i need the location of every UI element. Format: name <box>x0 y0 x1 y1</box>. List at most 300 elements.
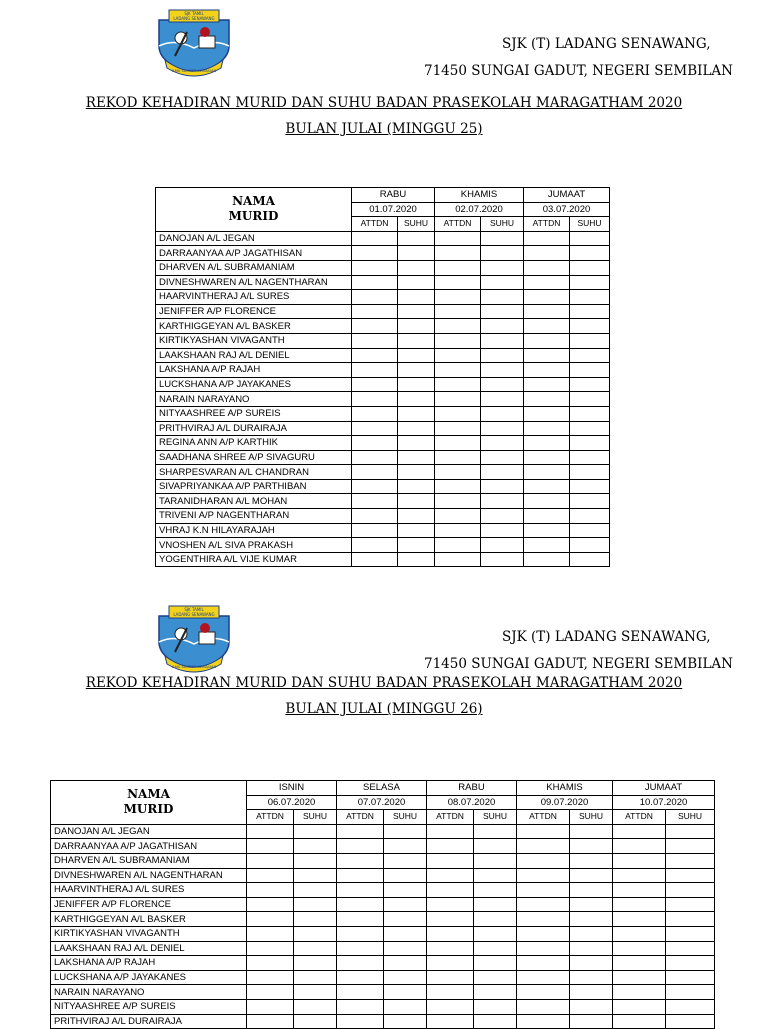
attendance-cell[interactable] <box>524 348 570 363</box>
attendance-cell[interactable] <box>524 552 570 567</box>
logo-top-text: SJK TAMIL <box>184 607 204 612</box>
attendance-cell[interactable] <box>435 319 481 334</box>
temperature-cell[interactable] <box>570 941 613 956</box>
attendance-cell[interactable] <box>352 377 398 392</box>
student-name: NARAIN NARAYANO <box>156 392 352 407</box>
temperature-cell[interactable] <box>398 450 435 465</box>
temperature-cell[interactable] <box>570 479 610 494</box>
temperature-cell[interactable] <box>398 319 435 334</box>
attendance-cell[interactable] <box>247 853 294 868</box>
attendance-cell[interactable] <box>435 275 481 290</box>
attendance-cell[interactable] <box>352 290 398 305</box>
temperature-cell[interactable] <box>384 853 427 868</box>
temperature-cell[interactable] <box>481 275 524 290</box>
temperature-cell[interactable] <box>398 275 435 290</box>
temperature-cell[interactable] <box>570 333 610 348</box>
attendance-cell[interactable] <box>427 985 474 1000</box>
attendance-cell[interactable] <box>517 824 570 839</box>
attendance-cell[interactable] <box>517 999 570 1014</box>
temperature-cell[interactable] <box>474 926 517 941</box>
attendance-cell[interactable] <box>613 941 666 956</box>
attendance-cell[interactable] <box>427 883 474 898</box>
temperature-cell[interactable] <box>570 538 610 553</box>
temperature-cell[interactable] <box>384 868 427 883</box>
attendance-cell[interactable] <box>247 970 294 985</box>
temperature-cell[interactable] <box>570 897 613 912</box>
attendance-cell[interactable] <box>427 912 474 927</box>
attendance-cell[interactable] <box>613 853 666 868</box>
temperature-cell[interactable] <box>474 824 517 839</box>
temperature-cell[interactable] <box>481 333 524 348</box>
attendance-cell[interactable] <box>352 392 398 407</box>
attendance-cell[interactable] <box>613 985 666 1000</box>
attendance-cell[interactable] <box>517 941 570 956</box>
attendance-cell[interactable] <box>435 231 481 246</box>
temperature-cell[interactable] <box>481 494 524 509</box>
temperature-cell[interactable] <box>570 883 613 898</box>
student-name: TARANIDHARAN A/L MOHAN <box>156 494 352 509</box>
temperature-cell[interactable] <box>666 956 715 971</box>
attendance-cell[interactable] <box>427 956 474 971</box>
temperature-cell[interactable] <box>474 985 517 1000</box>
temperature-cell[interactable] <box>570 839 613 854</box>
table-row <box>156 552 610 567</box>
temperature-cell[interactable] <box>666 985 715 1000</box>
date-header: 09.07.2020 <box>517 795 613 810</box>
temperature-cell[interactable] <box>481 290 524 305</box>
attendance-cell[interactable] <box>524 275 570 290</box>
temperature-cell[interactable] <box>384 824 427 839</box>
attendance-cell[interactable] <box>352 348 398 363</box>
attendance-cell[interactable] <box>435 406 481 421</box>
temperature-cell[interactable] <box>398 348 435 363</box>
temperature-cell[interactable] <box>570 319 610 334</box>
temperature-cell[interactable] <box>294 868 337 883</box>
attendance-cell[interactable] <box>517 883 570 898</box>
attendance-cell[interactable] <box>524 421 570 436</box>
temperature-cell[interactable] <box>481 231 524 246</box>
attendance-cell[interactable] <box>247 912 294 927</box>
attendance-cell[interactable] <box>435 552 481 567</box>
attendance-cell[interactable] <box>352 450 398 465</box>
temperature-cell[interactable] <box>398 290 435 305</box>
temperature-cell[interactable] <box>481 465 524 480</box>
temperature-cell[interactable] <box>481 304 524 319</box>
temperature-cell[interactable] <box>474 956 517 971</box>
suhu-header: SUHU <box>570 810 613 825</box>
attendance-cell[interactable] <box>352 231 398 246</box>
attendance-cell[interactable] <box>337 824 384 839</box>
attendance-cell[interactable] <box>524 406 570 421</box>
attendance-cell[interactable] <box>337 999 384 1014</box>
temperature-cell[interactable] <box>570 363 610 378</box>
attendance-cell[interactable] <box>613 912 666 927</box>
name-header-line-1: NAMA <box>232 194 275 209</box>
temperature-cell[interactable] <box>666 868 715 883</box>
temperature-cell[interactable] <box>474 970 517 985</box>
temperature-cell[interactable] <box>398 333 435 348</box>
student-name: TRIVENI A/P NAGENTHARAN <box>156 509 352 524</box>
temperature-cell[interactable] <box>294 956 337 971</box>
attendance-cell[interactable] <box>613 1014 666 1029</box>
temperature-cell[interactable] <box>481 319 524 334</box>
temperature-cell[interactable] <box>481 538 524 553</box>
table-row <box>51 999 715 1014</box>
attendance-cell[interactable] <box>337 853 384 868</box>
attdn-header: ATTDN <box>337 810 384 825</box>
attendance-cell[interactable] <box>435 538 481 553</box>
temperature-cell[interactable] <box>481 450 524 465</box>
attendance-cell[interactable] <box>613 868 666 883</box>
attendance-sheet-week-26 <box>0 600 768 1027</box>
temperature-cell[interactable] <box>570 465 610 480</box>
attendance-cell[interactable] <box>427 868 474 883</box>
temperature-cell[interactable] <box>570 912 613 927</box>
temperature-cell[interactable] <box>398 421 435 436</box>
attendance-cell[interactable] <box>517 839 570 854</box>
temperature-cell[interactable] <box>481 377 524 392</box>
attendance-cell[interactable] <box>337 1014 384 1029</box>
temperature-cell[interactable] <box>294 985 337 1000</box>
attendance-cell[interactable] <box>337 839 384 854</box>
temperature-cell[interactable] <box>570 304 610 319</box>
temperature-cell[interactable] <box>570 231 610 246</box>
temperature-cell[interactable] <box>384 1014 427 1029</box>
attendance-cell[interactable] <box>247 956 294 971</box>
temperature-cell[interactable] <box>294 839 337 854</box>
attendance-cell[interactable] <box>352 479 398 494</box>
temperature-cell[interactable] <box>398 552 435 567</box>
attendance-cell[interactable] <box>247 1014 294 1029</box>
temperature-cell[interactable] <box>384 956 427 971</box>
temperature-cell[interactable] <box>398 304 435 319</box>
temperature-cell[interactable] <box>474 912 517 927</box>
attendance-cell[interactable] <box>427 824 474 839</box>
name-column-header <box>51 781 247 825</box>
temperature-cell[interactable] <box>570 999 613 1014</box>
temperature-cell[interactable] <box>474 853 517 868</box>
attendance-cell[interactable] <box>337 970 384 985</box>
attendance-cell[interactable] <box>435 348 481 363</box>
temperature-cell[interactable] <box>474 883 517 898</box>
temperature-cell[interactable] <box>666 839 715 854</box>
attendance-cell[interactable] <box>247 824 294 839</box>
attendance-cell[interactable] <box>352 333 398 348</box>
attendance-cell[interactable] <box>524 523 570 538</box>
attendance-cell[interactable] <box>524 494 570 509</box>
attendance-cell[interactable] <box>524 479 570 494</box>
temperature-cell[interactable] <box>474 999 517 1014</box>
attendance-cell[interactable] <box>247 839 294 854</box>
temperature-cell[interactable] <box>570 868 613 883</box>
attendance-cell[interactable] <box>517 970 570 985</box>
temperature-cell[interactable] <box>481 479 524 494</box>
temperature-cell[interactable] <box>384 970 427 985</box>
attendance-cell[interactable] <box>427 970 474 985</box>
attendance-cell[interactable] <box>517 1014 570 1029</box>
temperature-cell[interactable] <box>481 436 524 451</box>
temperature-cell[interactable] <box>398 260 435 275</box>
temperature-cell[interactable] <box>570 436 610 451</box>
temperature-cell[interactable] <box>481 348 524 363</box>
school-address: 71450 SUNGAI GADUT, NEGERI SEMBILAN <box>424 63 733 79</box>
temperature-cell[interactable] <box>384 941 427 956</box>
attendance-cell[interactable] <box>435 392 481 407</box>
attendance-cell[interactable] <box>247 999 294 1014</box>
temperature-cell[interactable] <box>570 985 613 1000</box>
temperature-cell[interactable] <box>384 839 427 854</box>
attendance-cell[interactable] <box>337 897 384 912</box>
attendance-cell[interactable] <box>427 897 474 912</box>
temperature-cell[interactable] <box>570 377 610 392</box>
attendance-cell[interactable] <box>352 509 398 524</box>
attendance-cell[interactable] <box>517 956 570 971</box>
attendance-cell[interactable] <box>247 883 294 898</box>
attendance-cell[interactable] <box>352 421 398 436</box>
attendance-cell[interactable] <box>517 985 570 1000</box>
temperature-cell[interactable] <box>570 970 613 985</box>
temperature-cell[interactable] <box>384 999 427 1014</box>
attendance-cell[interactable] <box>352 319 398 334</box>
temperature-cell[interactable] <box>398 392 435 407</box>
temperature-cell[interactable] <box>570 956 613 971</box>
attendance-cell[interactable] <box>524 450 570 465</box>
table-row <box>51 956 715 971</box>
temperature-cell[interactable] <box>481 421 524 436</box>
attendance-cell[interactable] <box>524 333 570 348</box>
attendance-cell[interactable] <box>524 392 570 407</box>
temperature-cell[interactable] <box>570 523 610 538</box>
student-name: NITYAASHREE A/P SUREIS <box>51 999 247 1014</box>
attendance-cell[interactable] <box>352 494 398 509</box>
temperature-cell[interactable] <box>474 839 517 854</box>
table-row <box>51 912 715 927</box>
attendance-cell[interactable] <box>435 260 481 275</box>
attendance-cell[interactable] <box>524 436 570 451</box>
temperature-cell[interactable] <box>294 824 337 839</box>
attendance-cell[interactable] <box>517 912 570 927</box>
temperature-cell[interactable] <box>294 853 337 868</box>
attendance-cell[interactable] <box>435 377 481 392</box>
temperature-cell[interactable] <box>398 246 435 261</box>
attendance-cell[interactable] <box>524 260 570 275</box>
temperature-cell[interactable] <box>666 824 715 839</box>
temperature-cell[interactable] <box>666 883 715 898</box>
attendance-cell[interactable] <box>352 246 398 261</box>
attendance-cell[interactable] <box>337 941 384 956</box>
temperature-cell[interactable] <box>398 538 435 553</box>
attendance-cell[interactable] <box>435 523 481 538</box>
attendance-cell[interactable] <box>435 290 481 305</box>
attendance-cell[interactable] <box>517 868 570 883</box>
attendance-cell[interactable] <box>337 956 384 971</box>
attendance-cell[interactable] <box>352 538 398 553</box>
attendance-cell[interactable] <box>247 941 294 956</box>
temperature-cell[interactable] <box>570 392 610 407</box>
temperature-cell[interactable] <box>570 824 613 839</box>
temperature-cell[interactable] <box>570 552 610 567</box>
attendance-cell[interactable] <box>435 479 481 494</box>
temperature-cell[interactable] <box>481 392 524 407</box>
temperature-cell[interactable] <box>570 421 610 436</box>
attendance-cell[interactable] <box>435 246 481 261</box>
temperature-cell[interactable] <box>481 509 524 524</box>
attendance-cell[interactable] <box>247 985 294 1000</box>
temperature-cell[interactable] <box>666 941 715 956</box>
attendance-cell[interactable] <box>517 853 570 868</box>
attendance-cell[interactable] <box>435 333 481 348</box>
temperature-cell[interactable] <box>398 509 435 524</box>
attendance-cell[interactable] <box>352 552 398 567</box>
temperature-cell[interactable] <box>294 897 337 912</box>
temperature-cell[interactable] <box>570 406 610 421</box>
attendance-cell[interactable] <box>435 465 481 480</box>
temperature-cell[interactable] <box>474 868 517 883</box>
temperature-cell[interactable] <box>474 897 517 912</box>
temperature-cell[interactable] <box>570 509 610 524</box>
attendance-cell[interactable] <box>524 538 570 553</box>
table-row <box>51 853 715 868</box>
temperature-cell[interactable] <box>481 523 524 538</box>
attendance-cell[interactable] <box>427 1014 474 1029</box>
attendance-cell[interactable] <box>435 494 481 509</box>
attendance-cell[interactable] <box>524 231 570 246</box>
student-name: DIVNESHWAREN A/L NAGENTHARAN <box>156 275 352 290</box>
attendance-cell[interactable] <box>427 926 474 941</box>
temperature-cell[interactable] <box>474 1014 517 1029</box>
attendance-cell[interactable] <box>337 868 384 883</box>
temperature-cell[interactable] <box>384 883 427 898</box>
attendance-cell[interactable] <box>524 363 570 378</box>
temperature-cell[interactable] <box>294 912 337 927</box>
attendance-cell[interactable] <box>435 509 481 524</box>
temperature-cell[interactable] <box>398 479 435 494</box>
temperature-cell[interactable] <box>294 926 337 941</box>
temperature-cell[interactable] <box>398 406 435 421</box>
attendance-cell[interactable] <box>524 304 570 319</box>
attendance-cell[interactable] <box>524 377 570 392</box>
attendance-cell[interactable] <box>337 985 384 1000</box>
attendance-cell[interactable] <box>435 421 481 436</box>
temperature-cell[interactable] <box>384 985 427 1000</box>
temperature-cell[interactable] <box>384 926 427 941</box>
attendance-cell[interactable] <box>613 956 666 971</box>
attendance-cell[interactable] <box>613 897 666 912</box>
attendance-cell[interactable] <box>517 897 570 912</box>
temperature-cell[interactable] <box>398 436 435 451</box>
temperature-cell[interactable] <box>384 912 427 927</box>
attendance-cell[interactable] <box>427 999 474 1014</box>
attendance-cell[interactable] <box>247 868 294 883</box>
attendance-cell[interactable] <box>337 926 384 941</box>
temperature-cell[interactable] <box>570 494 610 509</box>
temperature-cell[interactable] <box>294 999 337 1014</box>
attendance-cell[interactable] <box>337 912 384 927</box>
temperature-cell[interactable] <box>398 377 435 392</box>
temperature-cell[interactable] <box>474 941 517 956</box>
temperature-cell[interactable] <box>666 999 715 1014</box>
temperature-cell[interactable] <box>666 926 715 941</box>
temperature-cell[interactable] <box>481 246 524 261</box>
attendance-cell[interactable] <box>337 883 384 898</box>
temperature-cell[interactable] <box>481 406 524 421</box>
attendance-cell[interactable] <box>435 436 481 451</box>
attendance-cell[interactable] <box>613 883 666 898</box>
temperature-cell[interactable] <box>570 290 610 305</box>
temperature-cell[interactable] <box>666 970 715 985</box>
attendance-cell[interactable] <box>247 897 294 912</box>
attendance-cell[interactable] <box>613 824 666 839</box>
temperature-cell[interactable] <box>570 260 610 275</box>
attendance-cell[interactable] <box>435 450 481 465</box>
attendance-cell[interactable] <box>524 509 570 524</box>
temperature-cell[interactable] <box>481 260 524 275</box>
temperature-cell[interactable] <box>481 552 524 567</box>
temperature-cell[interactable] <box>294 883 337 898</box>
temperature-cell[interactable] <box>398 465 435 480</box>
temperature-cell[interactable] <box>570 275 610 290</box>
attendance-cell[interactable] <box>352 363 398 378</box>
temperature-cell[interactable] <box>398 523 435 538</box>
temperature-cell[interactable] <box>398 231 435 246</box>
attendance-cell[interactable] <box>524 465 570 480</box>
attendance-cell[interactable] <box>435 304 481 319</box>
attendance-cell[interactable] <box>524 319 570 334</box>
temperature-cell[interactable] <box>570 450 610 465</box>
attendance-cell[interactable] <box>613 839 666 854</box>
attendance-cell[interactable] <box>352 304 398 319</box>
attendance-cell[interactable] <box>427 853 474 868</box>
attendance-cell[interactable] <box>517 926 570 941</box>
temperature-cell[interactable] <box>294 941 337 956</box>
temperature-cell[interactable] <box>481 363 524 378</box>
temperature-cell[interactable] <box>570 926 613 941</box>
attendance-cell[interactable] <box>524 290 570 305</box>
attendance-cell[interactable] <box>613 926 666 941</box>
temperature-cell[interactable] <box>384 897 427 912</box>
student-name: VNOSHEN A/L SIVA PRAKASH <box>156 538 352 553</box>
attendance-cell[interactable] <box>352 406 398 421</box>
temperature-cell[interactable] <box>294 1014 337 1029</box>
attendance-cell[interactable] <box>613 970 666 985</box>
attendance-cell[interactable] <box>427 839 474 854</box>
attendance-cell[interactable] <box>613 999 666 1014</box>
temperature-cell[interactable] <box>666 1014 715 1029</box>
attendance-cell[interactable] <box>247 926 294 941</box>
attendance-cell[interactable] <box>352 260 398 275</box>
attendance-cell[interactable] <box>352 275 398 290</box>
temperature-cell[interactable] <box>666 897 715 912</box>
attendance-cell[interactable] <box>524 246 570 261</box>
temperature-cell[interactable] <box>570 246 610 261</box>
temperature-cell[interactable] <box>666 853 715 868</box>
day-header: JUMAAT <box>613 781 715 796</box>
student-name: LAKSHANA A/P RAJAH <box>156 363 352 378</box>
temperature-cell[interactable] <box>570 853 613 868</box>
attendance-cell[interactable] <box>435 363 481 378</box>
attendance-cell[interactable] <box>427 941 474 956</box>
temperature-cell[interactable] <box>570 1014 613 1029</box>
temperature-cell[interactable] <box>570 348 610 363</box>
temperature-cell[interactable] <box>666 912 715 927</box>
attendance-cell[interactable] <box>352 436 398 451</box>
temperature-cell[interactable] <box>398 494 435 509</box>
attendance-cell[interactable] <box>352 523 398 538</box>
temperature-cell[interactable] <box>398 363 435 378</box>
temperature-cell[interactable] <box>294 970 337 985</box>
student-name: LUCKSHANA A/P JAYAKANES <box>156 377 352 392</box>
attendance-cell[interactable] <box>352 465 398 480</box>
